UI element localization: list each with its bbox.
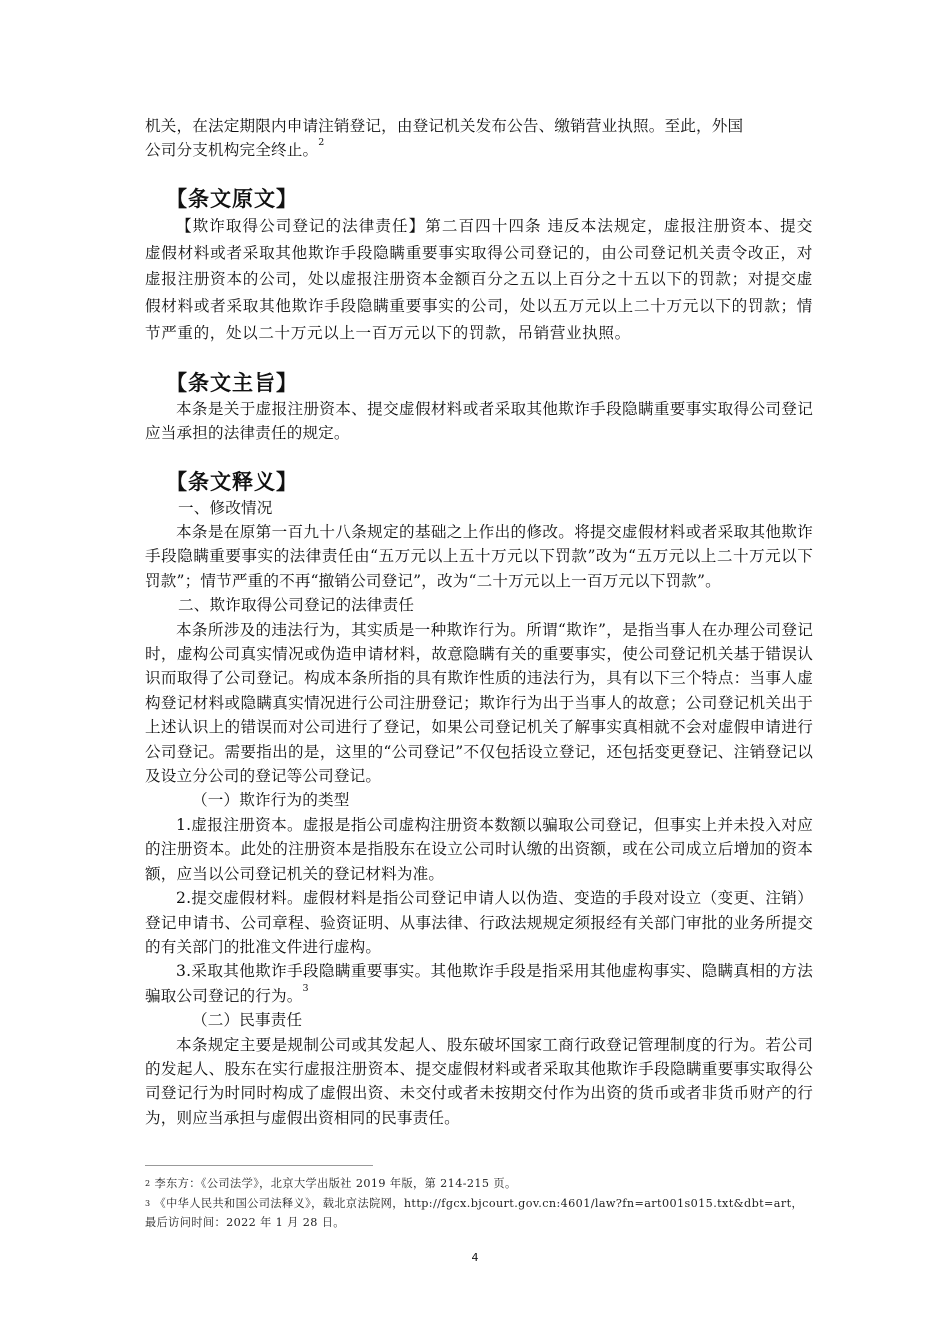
amendment-paragraph: 本条是在原第一百九十八条规定的基础之上作出的修改。将提交虚假材料或者采取其他欺诈手段隐瞒重要事实的法律责任由“五万元以上五十万元以下罚款”改为“五万元以上二十万元以下罚款”；情节严重的不再“撤销公司登记”，改为“二十万元以上一百万元以下罚款”。 — [145, 523, 813, 590]
fraud-type-item-3-wrapper — [145, 959, 813, 1008]
footnote-ref-3[interactable]: 3 — [302, 982, 309, 994]
section-heading-purport: 【条文主旨】 — [166, 370, 298, 395]
continuation-paragraph — [145, 114, 813, 163]
subsection-title-amendment: 一、修改情况 — [178, 498, 273, 517]
fraud-type-item-3: 3.采取其他欺诈手段隐瞒重要事实。其他欺诈手段是指采用其他虚构事实、隐瞒真相的方法骗取公司登记的行为。 — [145, 962, 813, 1005]
subsection-title-liability: 二、欺诈取得公司登记的法律责任 — [178, 596, 415, 615]
section-heading-original-text: 【条文原文】 — [166, 186, 298, 211]
subsection-title-fraud-types: （一）欺诈行为的类型 — [192, 791, 350, 810]
article-original-text: 【欺诈取得公司登记的法律责任】第二百四十四条 违反本法规定，虚报注册资本、提交虚假材料或者采取其他欺诈手段隐瞒重要事实取得公司登记的，由公司登记机关责令改正，对虚报注册资本的公司，处以虚报注册资本金额百分之五以上百分之十五以下的罚款；对提交虚假材料或者采取其他欺诈手段隐瞒重要事实的公司，处以五万元以上二十万元以下的罚款；情节严重的，处以二十万元以上一百万元以下的罚款，吊销营业执照。 — [145, 216, 813, 342]
fraud-type-item-1: 1.虚报注册资本。虚报是指公司虚构注册资本数额以骗取公司登记，但事实上并未投入对应的注册资本。此处的注册资本是指股东在设立公司时认缴的出资额，或在公司成立后增加的资本额，应当以公司登记机关的登记材料为准。 — [145, 815, 813, 883]
footnote-2-text: 李东方：《公司法学》，北京大学出版社 2019 年版，第 214-215 页。 — [154, 1177, 517, 1190]
liability-paragraph: 本条所涉及的违法行为，其实质是一种欺诈行为。所谓“欺诈”，是指当事人在办理公司登记时，虚构公司真实情况或伪造申请材料，故意隐瞒有关的重要事实，使公司登记机关基于错误认识而取得了公司登记。构成本条所指的具有欺诈性质的违法行为，具有以下三个特点：当事人虚构登记材料或隐瞒真实情况进行公司注册登记；欺诈行为出于当事人的故意；公司登记机关出于上述认识上的错误而对公司进行了登记，如果公司登记机关了解事实真相就不会对虚假申请进行公司登记。需要指出的是，这里的“公司登记”不仅包括设立登记，还包括变更登记、注销登记以及设立分公司的登记等公司登记。 — [145, 620, 813, 786]
footnote-separator — [145, 1165, 373, 1166]
footnote-3-number: 3 — [145, 1198, 151, 1208]
article-purport-text: 本条是关于虚报注册资本、提交虚假材料或者采取其他欺诈手段隐瞒重要事实取得公司登记应当承担的法律责任的规定。 — [145, 399, 813, 443]
page-number: 4 — [471, 1251, 479, 1264]
footnote-2-number: 2 — [145, 1179, 151, 1188]
footnote-3 — [145, 1194, 813, 1233]
fraud-type-item-2: 2.提交虚假材料。虚假材料是指公司登记申请人以伪造、变造的手段对设立（变更、注销）登记申请书、公司章程、验资证明、从事法律、行政法规规定须报经有关部门审批的业务所提交的有关部门的批准文件进行虚构。 — [145, 889, 813, 956]
page-body — [145, 114, 813, 1130]
continuation-line-1: 机关，在法定期限内申请注销登记，由登记机关发布公告、缴销营业执照。至此，外国 — [145, 117, 744, 135]
footnotes — [145, 1165, 813, 1233]
section-heading-interpretation: 【条文释义】 — [166, 469, 298, 494]
footnote-3-text: 《中华人民共和国公司法释义》，载北京法院网，http://fgcx.bjcourt.gov.cn:4601/law?fn=art001s015.txt&dbt=art，最后访问时间：2022 年 1 月 28 日。 — [145, 1196, 804, 1229]
footnote-ref-2[interactable]: 2 — [318, 137, 325, 149]
subsection-title-civil-liability: （二）民事责任 — [192, 1011, 303, 1030]
civil-liability-paragraph: 本条规定主要是规制公司或其发起人、股东破坏国家工商行政登记管理制度的行为。若公司的发起人、股东在实行虚报注册资本、提交虚假材料或者采取其他欺诈手段隐瞒重要事实取得公司登记行为时同时构成了虚假出资、未交付或者未按期交付作为出资的货币或者非货币财产的行为，则应当承担与虚假出资相同的民事责任。 — [145, 1035, 813, 1127]
footnote-2 — [145, 1174, 813, 1194]
continuation-line-2: 公司分支机构完全终止。 — [145, 141, 319, 160]
